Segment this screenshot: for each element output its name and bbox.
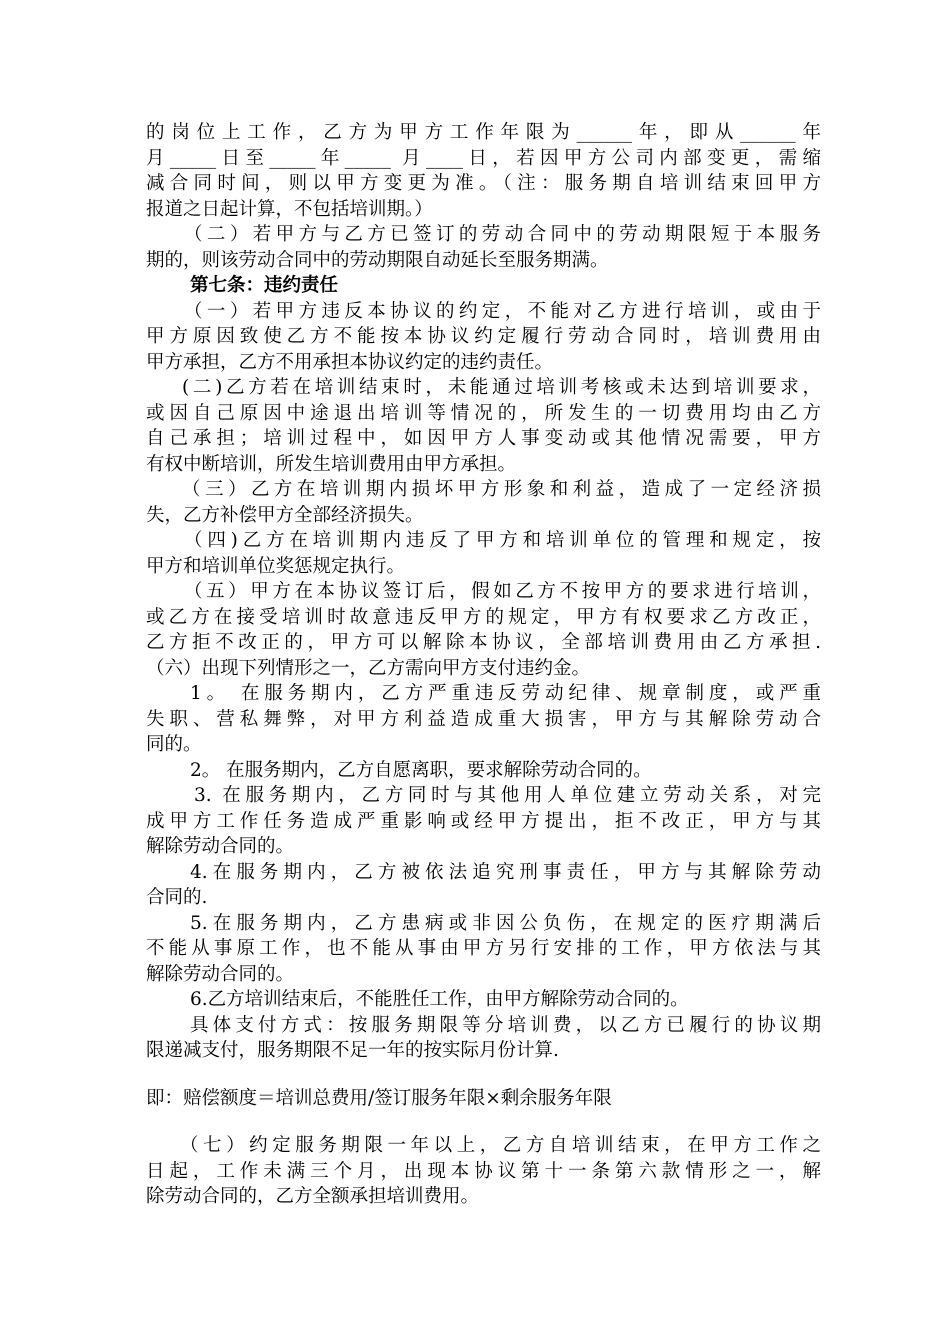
document-body [146,120,821,1210]
text-line: 限递减支付，服务期限不足一年的按实际月份计算. [146,1040,559,1061]
text-line: 合同的. [146,887,208,908]
text-line: 除劳动合同的，乙方全额承担培训费用。 [146,1186,480,1207]
text-line: 月_____日至_____年_____ 月____日，若因甲方公司内部变更，需缩 [146,147,821,169]
text-line: 失，乙方补偿甲方全部经济损失。 [146,504,424,526]
text-line: （一）若甲方违反本协议的约定，不能对乙方进行培训，或由于 [184,300,821,322]
text-line: 4.在服务期内，乙方被依法追究刑事责任，甲方与其解除劳动 [190,861,821,883]
text-line: 的岗位上工作，乙方为甲方工作年限为______年，即从______年 [146,122,821,143]
paragraph-gap [146,1064,821,1086]
text-line: 甲方承担，乙方不用承担本协议约定的违约责任。 [146,351,554,373]
text-line: 或乙方在接受培训时故意违反甲方的规定，甲方有权要求乙方改正， [146,606,821,628]
text-line: 有权中断培训，所发生培训费用由甲方承担。 [146,453,517,475]
text-line: (二)乙方若在培训结束时，未能通过培训考核或未达到培训要求， [182,377,821,398]
text-line: （四)乙方在培训期内违反了甲方和培训单位的管理和规定，按 [184,530,821,551]
section-heading: 第七条：违约责任 [190,275,339,296]
text-line: 解除劳动合同的。 [146,836,295,857]
text-line: 2。 在服务期内，乙方自愿离职，要求解除劳动合同的。 [190,759,652,781]
text-line: 失职、营私舞弊，对甲方利益造成重大损害，甲方与其解除劳动合 [146,708,821,730]
text-line: 减合同时间，则以甲方变更为准。（注：服务期自培训结束回甲方 [146,173,821,194]
text-line: 日起，工作未满三个月，出现本协议第十一条第六款情形之一，解 [146,1160,821,1182]
text-line: 6.乙方培训结束后，不能胜任工作，由甲方解除劳动合同的。 [190,989,689,1010]
text-line: （六）出现下列情形之一，乙方需向甲方支付违约金。 [146,657,591,679]
text-line: 1。 在服务期内，乙方严重违反劳动纪律、规章制度，或严重 [190,683,821,704]
text-line: 解除劳动合同的。 [146,963,295,985]
text-line: 3. 在服务期内，乙方同时与其他用人单位建立劳动关系，对完 [194,785,821,806]
text-line: 报道之日起计算，不包括培训期。） [146,198,433,220]
text-line: 甲方和培训单位奖惩规定执行。 [146,555,406,577]
text-line: 即：赔偿额度＝培训总费用/签订服务年限×剩余服务年限 [146,1087,612,1109]
text-line: 乙方拒不改正的，甲方可以解除本协议，全部培训费用由乙方承担. [146,632,821,653]
text-line: （五）甲方在本协议签订后，假如乙方不按甲方的要求进行培训， [184,581,821,602]
text-line: （七）约定服务期限一年以上，乙方自培训结束，在甲方工作之 [180,1135,821,1156]
text-line: 5.在服务期内，乙方患病或非因公负伤，在规定的医疗期满后 [190,912,821,934]
text-line: 期的，则该劳动合同中的劳动期限自动延长至服务期满。 [146,249,609,271]
text-line: 自己承担；培训过程中，如因甲方人事变动或其他情况需要，甲方 [146,428,821,449]
paragraph-gap [146,1111,821,1133]
text-line: 同的。 [146,734,202,755]
text-line: 成甲方工作任务造成严重影响或经甲方提出，拒不改正，甲方与其 [146,810,821,832]
text-line: 甲方原因致使乙方不能按本协议约定履行劳动合同时，培训费用由 [146,326,821,347]
text-line: （二）若甲方与乙方已签订的劳动合同中的劳动期限短于本服务 [184,224,821,245]
text-line: 或因自己原因中途退出培训等情况的，所发生的一切费用均由乙方 [146,402,821,424]
text-line: 具体支付方式：按服务期限等分培训费，以乙方已履行的协议期 [190,1014,821,1036]
text-line: 不能从事原工作，也不能从事由甲方另行安排的工作，甲方依法与其 [146,938,821,959]
text-line: （三）乙方在培训期内损坏甲方形象和利益，造成了一定经济损 [182,479,821,500]
